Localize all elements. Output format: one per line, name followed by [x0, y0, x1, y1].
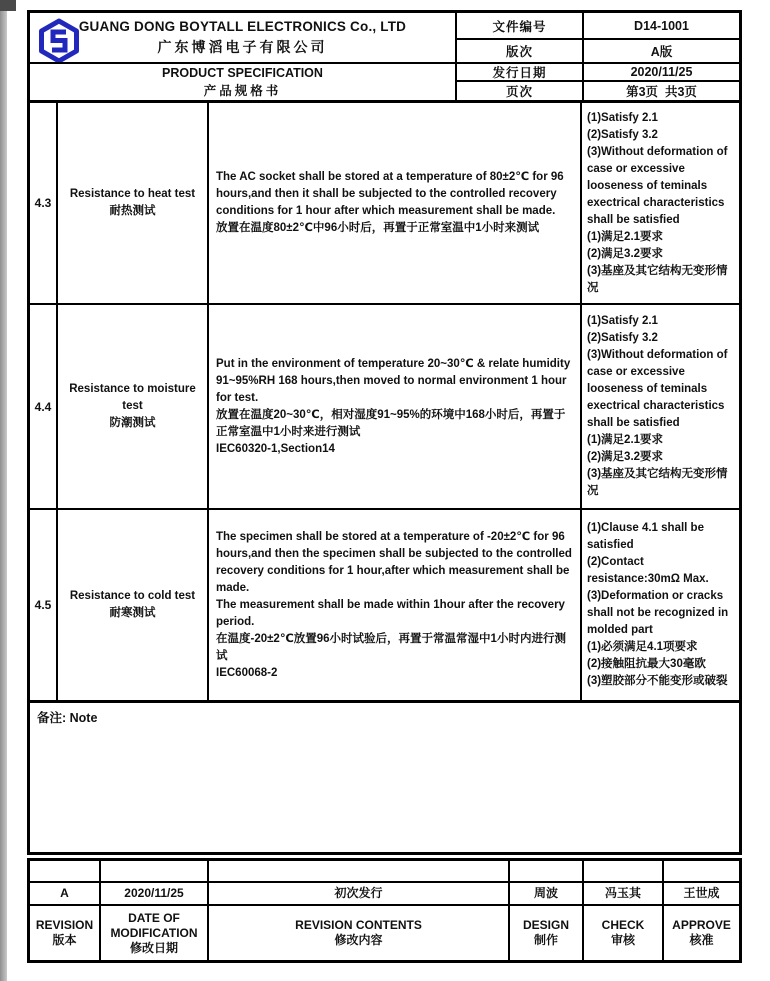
revision-label: 版次	[457, 40, 584, 64]
description-line: 在温度-20±2℃放置96小时试验后，再置于常温常湿中1小时内进行测试	[216, 632, 566, 662]
company-name-en: GUANG DONG BOYTALL ELECTRONICS Co., LTD	[78, 18, 407, 34]
description-line: 放置在温度20~30℃，相对湿度91~95%的环境中168小时后，再置于正常室温中1小时来进行测试	[216, 408, 566, 438]
document-title-en: PRODUCT SPECIFICATION	[162, 65, 323, 80]
description-line: The AC socket shall be stored at a temperature of 80±2℃ for 96 hours,and then it shall be subjected to the controlled recovery conditions for 1 hour after which measurement shall be made.	[216, 171, 564, 217]
company-hexagon-logo-icon	[37, 18, 81, 64]
test-name-cn: 防潮测试	[109, 417, 156, 429]
scan-edge-shadow	[0, 0, 7, 981]
description-line: 放置在温度80±2℃中96小时后，再置于正常室温中1小时来测试	[216, 222, 540, 234]
spec-row-name	[58, 103, 209, 305]
spec-row-id: 4.4	[30, 305, 58, 510]
spec-row-name	[58, 305, 209, 510]
test-name-en: Resistance to moisture test	[69, 383, 196, 412]
test-name-en: Resistance to heat test	[69, 188, 196, 200]
revision-empty-cell	[664, 861, 739, 883]
revision-empty-cell	[584, 861, 664, 883]
check-col-header	[584, 906, 664, 960]
requirement-line: (3)Without deformation of case or excessive looseness of teminals exectrical characteristics shall be satisfied	[587, 349, 728, 429]
revision-empty-cell	[209, 861, 510, 883]
revision-table	[27, 858, 742, 963]
company-name-cn: 广东博滔电子有限公司	[157, 38, 328, 55]
revision-date: 2020/11/25	[101, 883, 209, 906]
requirement-line: (1)Satisfy 2.1	[587, 111, 658, 124]
requirement-line: (2)满足3.2要求	[587, 247, 664, 260]
col-header-line: DESIGN	[522, 918, 569, 932]
revision-check: 冯玉其	[584, 883, 664, 906]
spec-row-id: 4.5	[30, 510, 58, 700]
revision-contents: 初次发行	[209, 883, 510, 906]
col-header-line: 审核	[610, 933, 635, 947]
requirement-line: (2)Contact resistance:30mΩ Max.	[587, 556, 709, 585]
note-section	[27, 700, 742, 855]
revision-col-header	[30, 906, 101, 960]
requirement-line: (3)基座及其它结构无变形情况	[587, 264, 728, 294]
date-col-header	[101, 906, 209, 960]
col-header-line: 核准	[689, 933, 714, 947]
requirement-line: (2)Satisfy 3.2	[587, 332, 658, 344]
approve-col-header	[664, 906, 739, 960]
description-line: The measurement shall be made within 1hour after the recovery period.	[216, 598, 565, 628]
doc-number-label: 文件编号	[457, 13, 584, 40]
col-header-line: REVISION	[35, 918, 94, 932]
scan-corner-mark	[0, 0, 16, 11]
revision-letter: A	[30, 883, 101, 906]
col-header-line: REVISION CONTENTS	[295, 918, 422, 932]
col-header-line: MODIFICATION	[110, 925, 198, 940]
page-number-value: 第3页 共3页	[626, 85, 697, 99]
requirement-line: (3)基座及其它结构无变形情况	[587, 468, 728, 497]
requirement-line: (1)满足2.1要求	[587, 434, 664, 446]
requirement-line: (1)满足2.1要求	[587, 230, 664, 243]
issue-date-label: 发行日期	[457, 64, 584, 82]
revision-empty-cell	[101, 861, 209, 883]
document-header	[27, 10, 742, 103]
note-label: 备注: Note	[37, 711, 98, 725]
spec-table	[27, 100, 742, 703]
col-header-line: CHECK	[601, 918, 645, 932]
col-header-line: DATE OF	[128, 910, 180, 925]
requirement-line: (3)Without deformation of case or excessive looseness of teminals exectrical characteristics shall be satisfied	[587, 145, 728, 226]
requirement-line: (1)Satisfy 2.1	[587, 315, 658, 327]
contents-col-header	[209, 906, 510, 960]
requirement-line: (1)必须满足4.1项要求	[587, 641, 698, 653]
test-name-cn: 耐热测试	[109, 205, 156, 217]
requirement-line: (2)接触阻抗最大30毫欧	[587, 658, 706, 670]
revision-empty-cell	[30, 861, 101, 883]
spec-row-requirements	[582, 510, 739, 700]
revision-design: 周波	[510, 883, 584, 906]
document-title-cn: 产品规格书	[203, 83, 282, 98]
revision-empty-cell	[510, 861, 584, 883]
description-line: IEC60068-2	[216, 666, 278, 679]
col-header-line: 修改内容	[334, 933, 383, 947]
requirement-line: (2)满足3.2要求	[587, 451, 664, 463]
revision-approve: 王世成	[664, 883, 739, 906]
spec-row-description	[209, 103, 582, 305]
document-title-cell	[30, 64, 457, 100]
spec-row-requirements	[582, 305, 739, 510]
spec-row-description	[209, 510, 582, 700]
requirement-line: (2)Satisfy 3.2	[587, 128, 658, 141]
description-line: IEC60320-1,Section14	[216, 442, 335, 455]
requirement-line: (3)塑胶部分不能变形或破裂	[587, 675, 728, 687]
doc-number-value: D14-1001	[584, 13, 739, 40]
design-col-header	[510, 906, 584, 960]
spec-row-name	[58, 510, 209, 700]
page-number-label: 页次	[457, 82, 584, 100]
revision-value: A版	[584, 40, 739, 64]
col-header-line: APPROVE	[672, 918, 731, 932]
col-header-line: 版本	[52, 933, 77, 947]
issue-date-value: 2020/11/25	[584, 64, 739, 82]
requirement-line: (3)Deformation or cracks shall not be recognized in molded part	[587, 590, 729, 636]
spec-row-description	[209, 305, 582, 510]
company-header-cell	[30, 13, 457, 64]
description-line: The specimen shall be stored at a temperature of -20±2℃ for 96 hours,and then the specimen shall be subjected to the controlled recovery conditions for 1 hour,after which measurement shall be made.	[216, 530, 572, 594]
spec-row-requirements	[582, 103, 739, 305]
col-header-line: 修改日期	[129, 940, 178, 955]
requirement-line: (1)Clause 4.1 shall be satisfied	[587, 522, 704, 551]
spec-row-id: 4.3	[30, 103, 58, 305]
test-name-en: Resistance to cold test	[69, 590, 196, 602]
test-name-cn: 耐寒测试	[109, 607, 156, 619]
description-line: Put in the environment of temperature 20~30℃ & relate humidity 91~95%RH 168 hours,then moved to normal environment 1 hour for test.	[216, 357, 571, 404]
col-header-line: 制作	[533, 933, 558, 947]
